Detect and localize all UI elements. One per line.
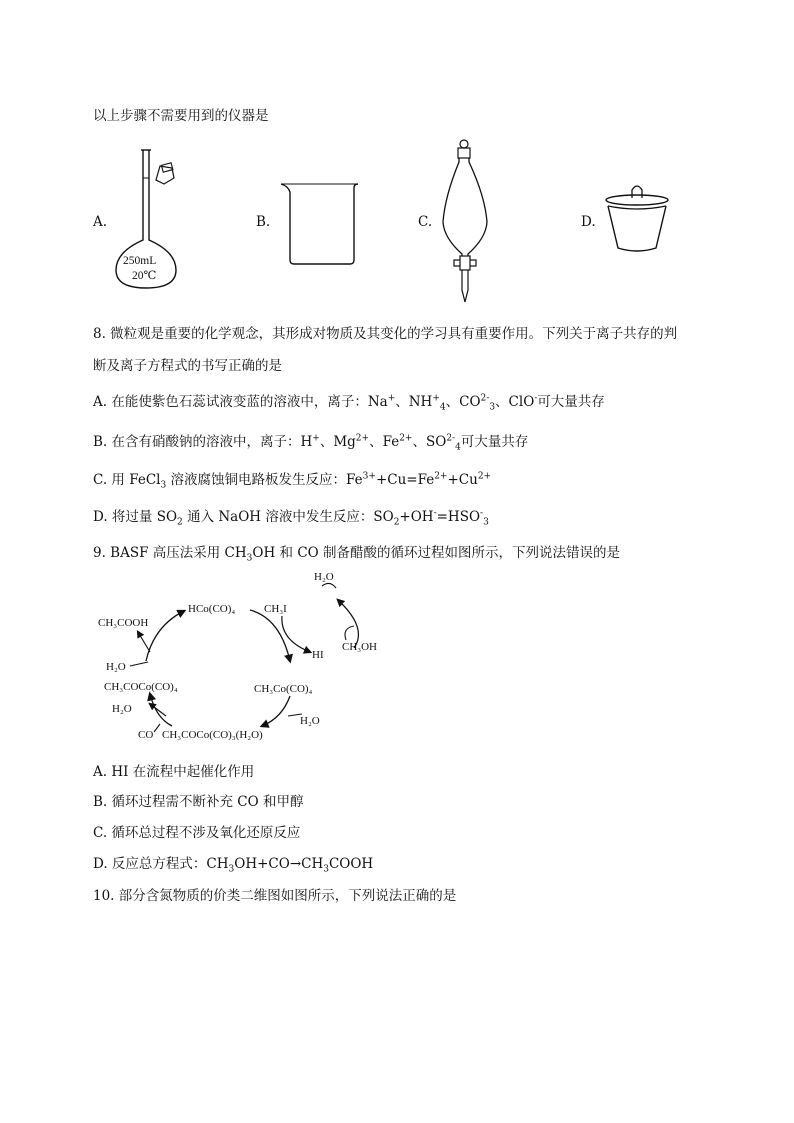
catalytic-cycle-diagram — [92, 566, 392, 746]
label-ch3oh: CH₃OH — [342, 641, 378, 653]
label-ch3coco: CH₃COCo(CO)₄ — [104, 681, 178, 693]
label-co: CO — [138, 729, 154, 741]
cycle-arrow — [262, 696, 290, 726]
q8-option-d: D. 将过量 $SO_2$ 通入 NaOH 溶液中发生反应：$SO_2+OH^-=HSO^-_3$ — [93, 508, 489, 528]
q7-option-a-letter: A. — [93, 214, 108, 230]
branch-arrow — [154, 724, 160, 732]
label-hi: HI — [312, 649, 324, 661]
q10-stem: 10. 部分含氮物质的价类二维图如图所示，下列说法正确的是 — [93, 888, 457, 904]
branch-arrow — [138, 632, 150, 652]
beaker-icon — [278, 180, 360, 266]
q7-option-c-letter: C. — [418, 214, 433, 230]
cycle-arrow — [150, 694, 172, 726]
q7-option-b-letter: B. — [256, 214, 271, 230]
q9-stem: 9. BASF 高压法采用 $CH_3OH$ 和 CO 制备醋酸的循环过程如图所示，下列说法错误的是 — [93, 545, 621, 564]
label-bottom-complex: CH₃COCo(CO)₃(H₂O) — [162, 729, 263, 741]
q9-option-b: B. 循环过程需不断补充 CO 和甲醇 — [93, 794, 304, 810]
label-h2o-left2: H₂O — [112, 703, 132, 715]
q9-option-d: D. 反应总方程式：$CH_3OH+CO\to CH_3COOH$ — [93, 856, 374, 875]
q9-option-a: A. HI 在流程中起催化作用 — [93, 764, 255, 780]
q8-option-a: A. 在能使紫色石蕊试液变蓝的溶液中，离子：Na+、$NH^+_4$、$CO^{2-}_3$、ClO-可大量共存 — [93, 393, 605, 413]
label-ch3co: CH₃Co(CO)₄ — [254, 683, 313, 695]
label-h2o-right: H₂O — [300, 715, 320, 727]
separatory-funnel-icon — [440, 136, 496, 306]
label-ch3i: CH₃I — [264, 603, 287, 615]
volumetric-flask-icon — [112, 148, 192, 290]
branch-arrow — [130, 662, 148, 666]
q8-stem-line2: 断及离子方程式的书写正确的是 — [93, 358, 282, 374]
label-h2o-top: H₂O — [314, 571, 334, 583]
q7-prompt: 以上步骤不需要用到的仪器是 — [93, 108, 269, 124]
flask-temp-label: 20℃ — [132, 270, 157, 282]
cycle-arrow — [250, 610, 290, 661]
q8-option-c: C. 用 FeCl$_3$ 溶液腐蚀铜电路板发生反应：$Fe^{3+}+Cu=Fe^{2+}+Cu^{2+}$ — [93, 471, 492, 491]
label-h2o-left: H₂O — [106, 661, 126, 673]
q7-option-d-letter: D. — [581, 214, 596, 230]
cycle-arrow — [146, 611, 184, 661]
branch-arrow — [345, 626, 354, 640]
label-hco: HCo(CO)₄ — [188, 603, 236, 615]
label-ch3cooh: CH₃COOH — [98, 617, 149, 629]
q8-option-b: B. 在含有硝酸钠的溶液中，离子：H+、$Mg^{2+}$、$Fe^{2+}$、$SO^{2-}_4$可大量共存 — [93, 433, 529, 453]
branch-arrow — [322, 583, 336, 588]
q9-option-c: C. 循环总过程不涉及氧化还原反应 — [93, 825, 301, 841]
flask-volume-label: 250mL — [123, 255, 157, 267]
q8-stem-line1: 8. 微粒观是重要的化学观念，其形成对物质及其变化的学习具有重要作用。下列关于离子共存的判 — [93, 326, 678, 342]
crucible-icon — [604, 180, 670, 256]
